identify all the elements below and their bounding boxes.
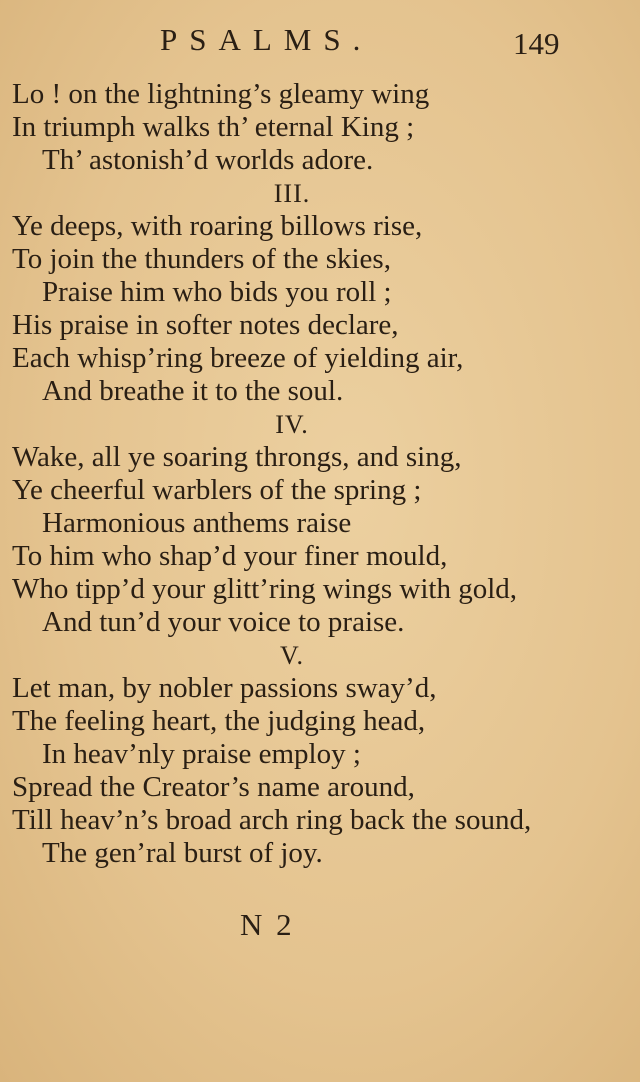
poem-line: In heav’nly praise employ ; — [42, 738, 361, 770]
poem-line: And tun’d your voice to praise. — [42, 606, 405, 638]
poem-line: Ye deeps, with roaring billows rise, — [12, 210, 423, 242]
poem-line: Wake, all ye soaring throngs, and sing, — [12, 441, 462, 473]
page-number: 149 — [513, 26, 560, 61]
poem-line: In triumph walks th’ eternal King ; — [12, 111, 415, 143]
poem-text — [12, 78, 632, 870]
poem-line: Ye cheerful warblers of the spring ; — [12, 474, 422, 506]
poem-line: To join the thunders of the skies, — [12, 243, 391, 275]
poem-line: Till heav’n’s broad arch ring back the sound, — [12, 804, 532, 836]
poem-line: Each whisp’ring breeze of yielding air, — [12, 342, 464, 374]
poem-line: The gen’ral burst of joy. — [42, 837, 323, 869]
poem-line: His praise in softer notes declare, — [12, 309, 399, 341]
poem-line: To him who shap’d your finer mould, — [12, 540, 448, 572]
poem-line: The feeling heart, the judging head, — [12, 705, 426, 737]
poem-line: Spread the Creator’s name around, — [12, 771, 415, 803]
stanza-number: IV. — [275, 410, 309, 439]
running-title: PSALMS. — [160, 22, 373, 57]
poem-line: Who tipp’d your glitt’ring wings with gold, — [12, 573, 518, 605]
poem-line: Harmonious anthems raise — [42, 507, 352, 539]
poem-line: Lo ! on the lightning’s gleamy wing — [12, 78, 430, 110]
signature-mark: N 2 — [240, 907, 295, 942]
poem-line: And breathe it to the soul. — [42, 375, 344, 407]
running-head — [0, 20, 640, 60]
poem-line: Let man, by nobler passions sway’d, — [12, 672, 437, 704]
stanza-number: III. — [273, 179, 311, 208]
poem-line: Praise him who bids you roll ; — [42, 276, 392, 308]
stanza-number: V. — [280, 641, 304, 670]
poem-line: Th’ astonish’d worlds adore. — [42, 144, 374, 176]
